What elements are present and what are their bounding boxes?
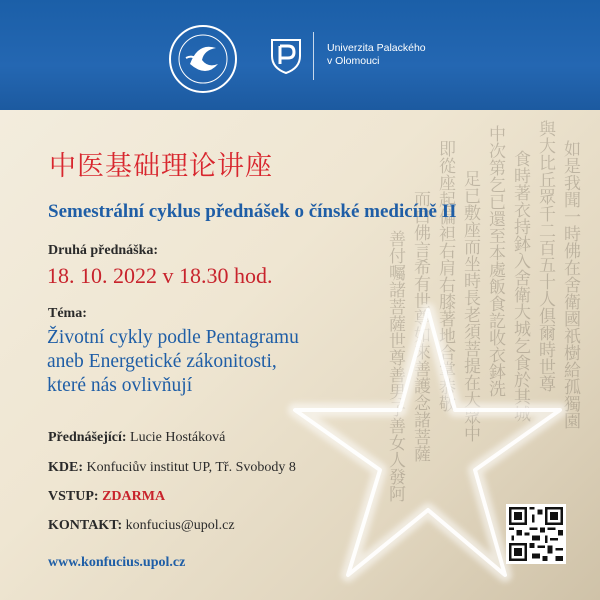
svg-text:足已敷座而坐時長老須菩提在大眾中: 足已敷座而坐時長老須菩提在大眾中 <box>460 170 480 442</box>
speaker-key: Přednášející: <box>48 430 127 445</box>
svg-text:即從座起偏袒右肩右膝著地合掌恭敬: 即從座起偏袒右肩右膝著地合掌恭敬 <box>435 140 455 412</box>
contact-key: KONTAKT: <box>48 518 123 533</box>
university-name-line1: Univerzita Palackého <box>327 42 426 54</box>
svg-text:與大比丘眾千二百五十人俱爾時世尊: 與大比丘眾千二百五十人俱爾時世尊 <box>535 120 555 392</box>
lecture-series-title: Semestrální cyklus přednášek o čínské medicíně II <box>48 201 457 222</box>
speaker-line <box>48 430 225 446</box>
topic-line: aneb Energetické zákonitosti, <box>47 351 277 372</box>
entry-key: VSTUP: <box>48 489 99 504</box>
svg-text:善付囑諸菩薩世尊善男子善女人發阿: 善付囑諸菩薩世尊善男子善女人發阿 <box>385 230 405 502</box>
qr-code[interactable] <box>506 504 566 564</box>
university-name-line2: v Olomouci <box>327 55 380 67</box>
palacky-university-logo <box>270 38 302 74</box>
lecture-date: 18. 10. 2022 v 18.30 hod. <box>47 263 273 288</box>
website-link[interactable]: www.konfucius.upol.cz <box>48 555 186 570</box>
confucius-institute-logo <box>168 24 238 94</box>
location-line <box>48 460 296 476</box>
chinese-title: 中医基础理论讲座 <box>49 151 273 182</box>
university-name <box>327 42 426 68</box>
topic-line: Životní cykly podle Pentagramu <box>47 327 299 348</box>
topic-label: Téma: <box>48 306 87 321</box>
svg-text:食時著衣持鉢入舍衛大城乞食於其城: 食時著衣持鉢入舍衛大城乞食於其城 <box>510 150 530 422</box>
topic-title <box>47 326 299 398</box>
header-divider <box>313 32 314 80</box>
location-key: KDE: <box>48 460 83 475</box>
location-value: Konfuciův institut UP, Tř. Svobody 8 <box>86 460 296 475</box>
topic-line: které nás ovlivňují <box>47 375 193 396</box>
contact-line <box>48 518 235 534</box>
entry-value: ZDARMA <box>102 489 166 504</box>
svg-text:中次第乞已還至本處飯食訖收衣鉢洗: 中次第乞已還至本處飯食訖收衣鉢洗 <box>485 125 505 397</box>
contact-email-link[interactable]: konfucius@upol.cz <box>125 518 235 533</box>
calligraphy-background <box>380 110 600 600</box>
svg-text:而白佛言希有世尊如來善護念諸菩薩: 而白佛言希有世尊如來善護念諸菩薩 <box>410 190 430 462</box>
svg-text:如是我聞一時佛在舍衛國祇樹給孤獨園: 如是我聞一時佛在舍衛國祇樹給孤獨園 <box>560 140 580 429</box>
speaker-name: Lucie Hostáková <box>130 430 226 445</box>
header-band <box>0 0 600 110</box>
entry-line <box>48 489 165 505</box>
lecture-label: Druhá přednáška: <box>48 243 159 258</box>
